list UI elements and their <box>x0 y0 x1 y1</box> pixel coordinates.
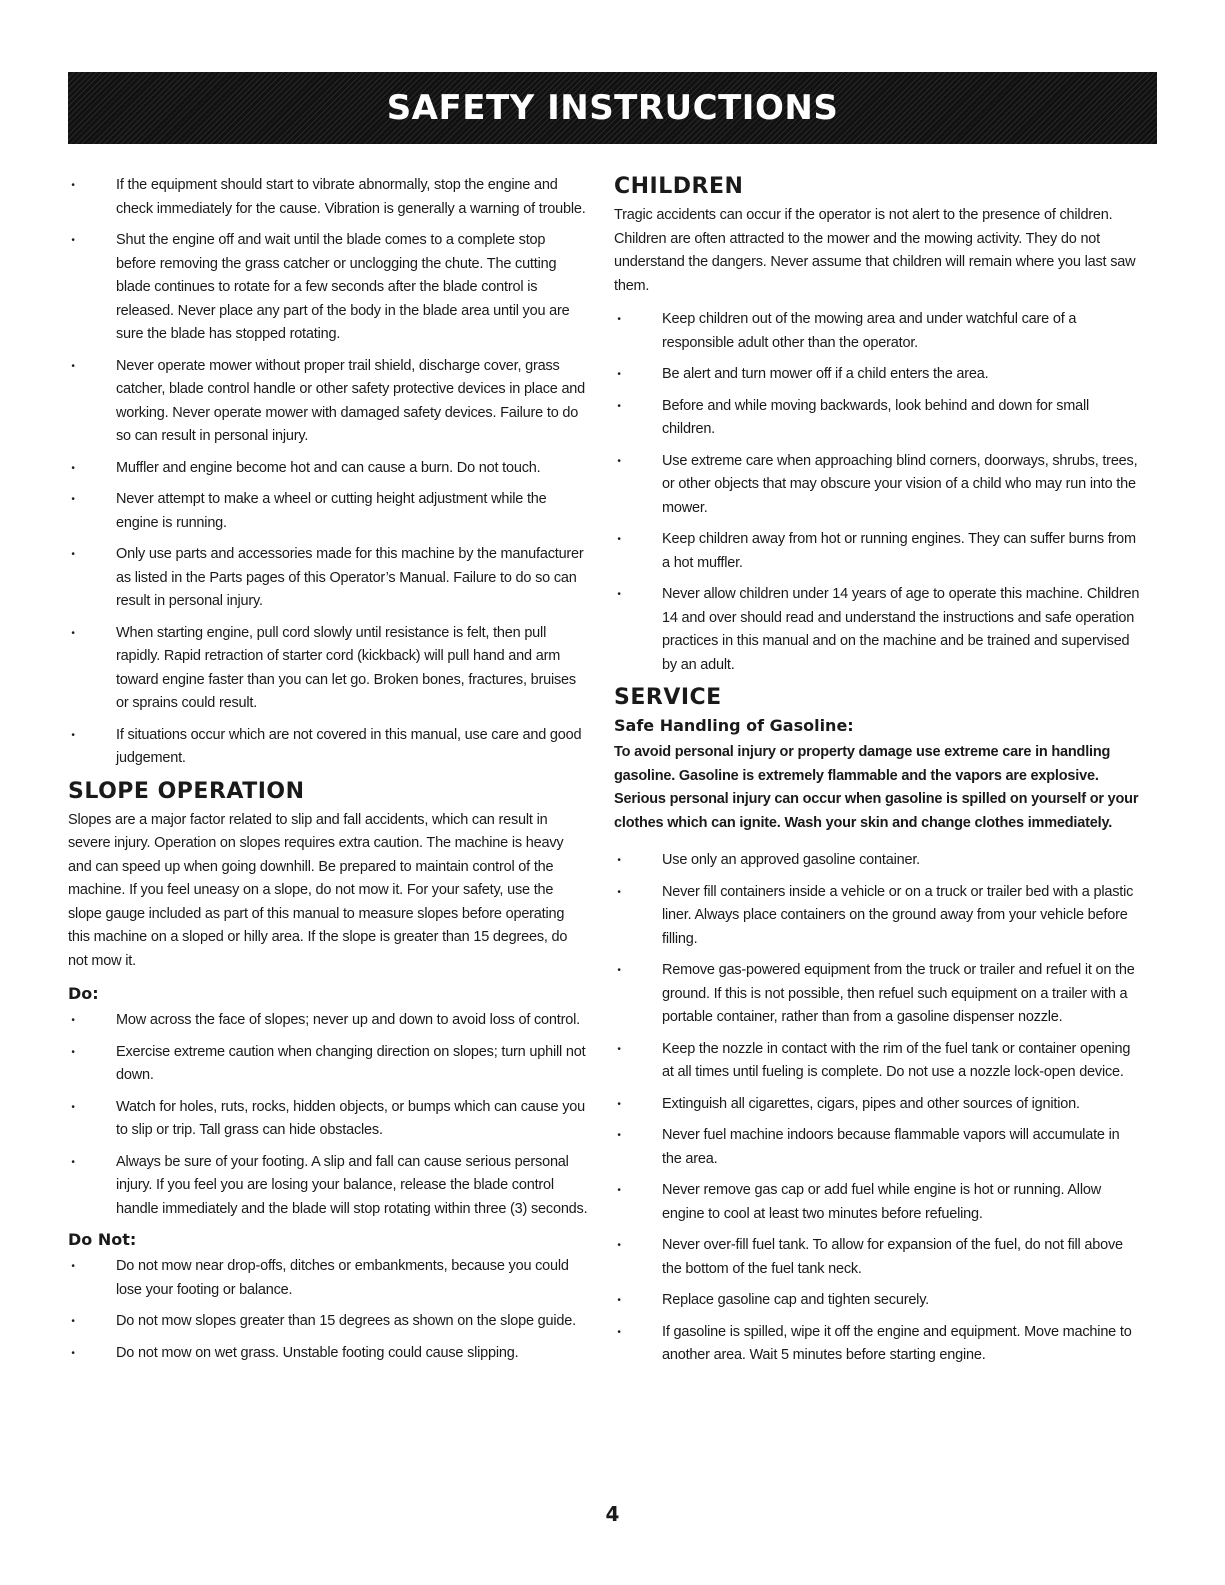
gasoline-list-item <box>614 959 1142 1030</box>
do-not-list-item <box>68 1255 588 1302</box>
bullet-icon: • <box>617 1295 621 1306</box>
bullet-icon: • <box>71 1347 75 1359</box>
children-list-item <box>614 450 1142 521</box>
bullet-icon: • <box>71 627 75 639</box>
list-item-text: If the equipment should start to vibrate abnormally, stop the engine and check immediately for the cause. Vibration is generally a warning of trouble. <box>116 177 586 217</box>
bullet-icon: • <box>617 965 621 976</box>
bullet-icon: • <box>617 1240 621 1251</box>
list-item-text: Mow across the face of slopes; never up and down to avoid loss of control. <box>116 1012 580 1028</box>
header-banner <box>68 72 1157 144</box>
list-item-text: Never fill containers inside a vehicle or on a truck or trailer bed with a plastic liner. Always place containers on the ground away from your vehicle before filling. <box>662 883 1134 947</box>
list-item-text: Keep the nozzle in contact with the rim of the fuel tank or container opening at all times until fueling is complete. Do not use a nozzle lock-open device. <box>662 1040 1131 1080</box>
intro-list <box>68 174 588 771</box>
bullet-icon: • <box>71 1261 75 1272</box>
children-list-item <box>614 583 1142 677</box>
list-item-text: Watch for holes, ruts, rocks, hidden objects, or bumps which can cause you to slip or trip. Tall grass can hide obstacles. <box>116 1098 586 1138</box>
bullet-icon: • <box>71 1316 75 1327</box>
list-item-text: Do not mow near drop-offs, ditches or embankments, because you could lose your footing or balance. <box>116 1258 569 1298</box>
gasoline-list-item <box>614 1179 1142 1226</box>
bullet-icon: • <box>617 1098 621 1110</box>
list-item-text: Never over-fill fuel tank. To allow for expansion of the fuel, do not fill above the bottom of the fuel tank neck. <box>662 1237 1123 1277</box>
children-list-item <box>614 528 1142 575</box>
bullet-icon: • <box>71 494 75 505</box>
left-column <box>68 174 588 1373</box>
right-column <box>614 174 1142 1376</box>
bullet-icon: • <box>617 455 621 467</box>
bullet-icon: • <box>617 314 621 325</box>
intro-list-item <box>68 622 588 716</box>
intro-list-item <box>68 457 588 481</box>
bullet-icon: • <box>617 534 621 545</box>
list-item-text: Only use parts and accessories made for this machine by the manufacturer as listed in the Parts pages of this Operator’s Manual. Failure to do so can result in personal injury. <box>116 546 584 609</box>
gasoline-list-item <box>614 1093 1142 1117</box>
bullet-icon: • <box>617 886 621 898</box>
list-item-text: Muffler and engine become hot and can cause a burn. Do not touch. <box>116 459 541 476</box>
gasoline-list-item <box>614 1321 1142 1368</box>
bullet-icon: • <box>617 369 621 380</box>
children-list <box>614 308 1142 677</box>
list-item-text: Never allow children under 14 years of age to operate this machine. Children 14 and over should read and understand the instructions and safe operation practices in this manual and on the machine and be trained and supervised by an adult. <box>662 586 1140 673</box>
bullet-icon: • <box>617 1185 621 1196</box>
bullet-icon: • <box>71 1015 75 1026</box>
bullet-icon: • <box>71 1101 75 1113</box>
service-heading: SERVICE <box>614 685 722 710</box>
gasoline-list-item <box>614 1234 1142 1281</box>
do-not-list-item <box>68 1310 588 1334</box>
list-item-text: Remove gas-powered equipment from the truck or trailer and refuel it on the ground. If this is not possible, then refuel such equipment on a trailer with a portable container, rather than from a gasoline dispenser nozzle. <box>662 962 1135 1025</box>
gasoline-warning: To avoid personal injury or property damage use extreme care in handling gasoline. Gasoline is extremely flammable and the vapors are explosive. Serious personal injury can occur when gasoline is spilled on yourself or your clothes which can ignite. Wash your skin and change clothes immediately. <box>614 744 1139 831</box>
slope-operation-paragraph: Slopes are a major factor related to slip and fall accidents, which can result in severe injury. Operation on slopes requires extra caution. The machine is heavy and can speed up when going downhill. Be prepared to maintain control of the machine. If you feel uneasy on a slope, do not mow it. For your safety, use the slope gauge included as part of this manual to measure slopes before operating this machine on a sloped or hilly area. If the slope is greater than 15 degrees, do not mow it. <box>68 811 568 969</box>
do-heading: Do: <box>68 984 99 1003</box>
list-item-text: Before and while moving backwards, look behind and down for small children. <box>662 397 1090 437</box>
do-not-list <box>68 1255 588 1365</box>
list-item-text: Be alert and turn mower off if a child enters the area. <box>662 366 989 382</box>
slope-operation-heading: SLOPE OPERATION <box>68 778 305 804</box>
intro-list-item <box>68 174 588 221</box>
bullet-icon: • <box>617 400 621 412</box>
bullet-icon: • <box>71 360 75 372</box>
gasoline-list-item <box>614 1038 1142 1085</box>
intro-list-item <box>68 543 588 614</box>
do-list-item <box>68 1096 588 1143</box>
list-item-text: Never remove gas cap or add fuel while engine is hot or running. Allow engine to cool at least two minutes before refueling. <box>662 1182 1101 1222</box>
bullet-icon: • <box>71 235 75 246</box>
page-number: 4 <box>605 1502 620 1526</box>
list-item-text: Never fuel machine indoors because flammable vapors will accumulate in the area. <box>662 1127 1120 1167</box>
list-item-text: Shut the engine off and wait until the blade comes to a complete stop before removing the grass catcher or unclogging the chute. The cutting blade continues to rotate for a few seconds after the blade control is released. Never place any part of the body in the blade area until you are sure the blade has stopped rotating. <box>116 232 570 342</box>
do-not-list-item <box>68 1342 588 1366</box>
children-list-item <box>614 363 1142 387</box>
list-item-text: Replace gasoline cap and tighten securely. <box>662 1292 930 1308</box>
list-item-text: Always be sure of your footing. A slip and fall can cause serious personal injury. If you feel you are losing your balance, release the blade control handle immediately and the blade will stop rotating within three (3) seconds. <box>116 1153 588 1217</box>
intro-list-item <box>68 488 588 535</box>
bullet-icon: • <box>617 1130 621 1141</box>
bullet-icon: • <box>71 462 75 474</box>
bullet-icon: • <box>71 180 75 191</box>
list-item-text: Do not mow slopes greater than 15 degrees as shown on the slope guide. <box>116 1313 576 1329</box>
children-list-item <box>614 308 1142 355</box>
gasoline-list-item <box>614 881 1142 952</box>
children-paragraph: Tragic accidents can occur if the operator is not alert to the presence of children. Children are often attracted to the mower and the mowing activity. They do not understand the dangers. Never assume that children will remain where you last saw them. <box>614 207 1136 294</box>
do-list-item <box>68 1041 588 1088</box>
list-item-text: If gasoline is spilled, wipe it off the engine and equipment. Move machine to another area. Wait 5 minutes before starting engine. <box>662 1323 1132 1363</box>
list-item-text: Do not mow on wet grass. Unstable footing could cause slipping. <box>116 1344 519 1361</box>
bullet-icon: • <box>71 1156 75 1168</box>
do-list <box>68 1009 588 1221</box>
gasoline-subheading: Safe Handling of Gasoline: <box>614 716 854 735</box>
intro-list-item <box>68 724 588 771</box>
bullet-icon: • <box>617 589 621 600</box>
list-item-text: When starting engine, pull cord slowly until resistance is felt, then pull rapidly. Rapid retraction of starter cord (kickback) will pull hand and arm toward engine faster than you can let go. Broken bones, fractures, bruises or sprains could result. <box>116 624 576 711</box>
gasoline-list <box>614 849 1142 1368</box>
children-heading: CHILDREN <box>614 174 744 199</box>
list-item-text: Use only an approved gasoline container. <box>662 852 921 868</box>
page-title: SAFETY INSTRUCTIONS <box>386 88 839 128</box>
do-list-item <box>68 1151 588 1222</box>
bullet-icon: • <box>71 729 75 741</box>
list-item-text: Keep children out of the mowing area and under watchful care of a responsible adult other than the operator. <box>662 311 1077 351</box>
bullet-icon: • <box>617 855 621 866</box>
bullet-icon: • <box>71 1046 75 1058</box>
intro-list-item <box>68 229 588 347</box>
gasoline-list-item <box>614 1124 1142 1171</box>
list-item-text: If situations occur which are not covered in this manual, use care and good judgement. <box>116 726 582 766</box>
intro-list-item <box>68 355 588 449</box>
bullet-icon: • <box>617 1043 621 1055</box>
gasoline-list-item <box>614 1289 1142 1313</box>
list-item-text: Never attempt to make a wheel or cutting height adjustment while the engine is running. <box>116 491 547 531</box>
do-not-heading: Do Not: <box>68 1230 137 1249</box>
children-list-item <box>614 395 1142 442</box>
list-item-text: Extinguish all cigarettes, cigars, pipes and other sources of ignition. <box>662 1095 1080 1112</box>
do-list-item <box>68 1009 588 1033</box>
bullet-icon: • <box>617 1326 621 1338</box>
list-item-text: Use extreme care when approaching blind corners, doorways, shrubs, trees, or other objects that may obscure your vision of a child who may run into the mower. <box>662 452 1138 516</box>
gasoline-list-item <box>614 849 1142 873</box>
list-item-text: Exercise extreme caution when changing direction on slopes; turn uphill not down. <box>116 1043 586 1083</box>
list-item-text: Never operate mower without proper trail shield, discharge cover, grass catcher, blade control handle or other safety protective devices in place and working. Never operate mower with damaged safety devices. Failure to do so can result in personal injury. <box>116 357 586 444</box>
bullet-icon: • <box>71 549 75 560</box>
list-item-text: Keep children away from hot or running engines. They can suffer burns from a hot muffler. <box>662 531 1136 571</box>
